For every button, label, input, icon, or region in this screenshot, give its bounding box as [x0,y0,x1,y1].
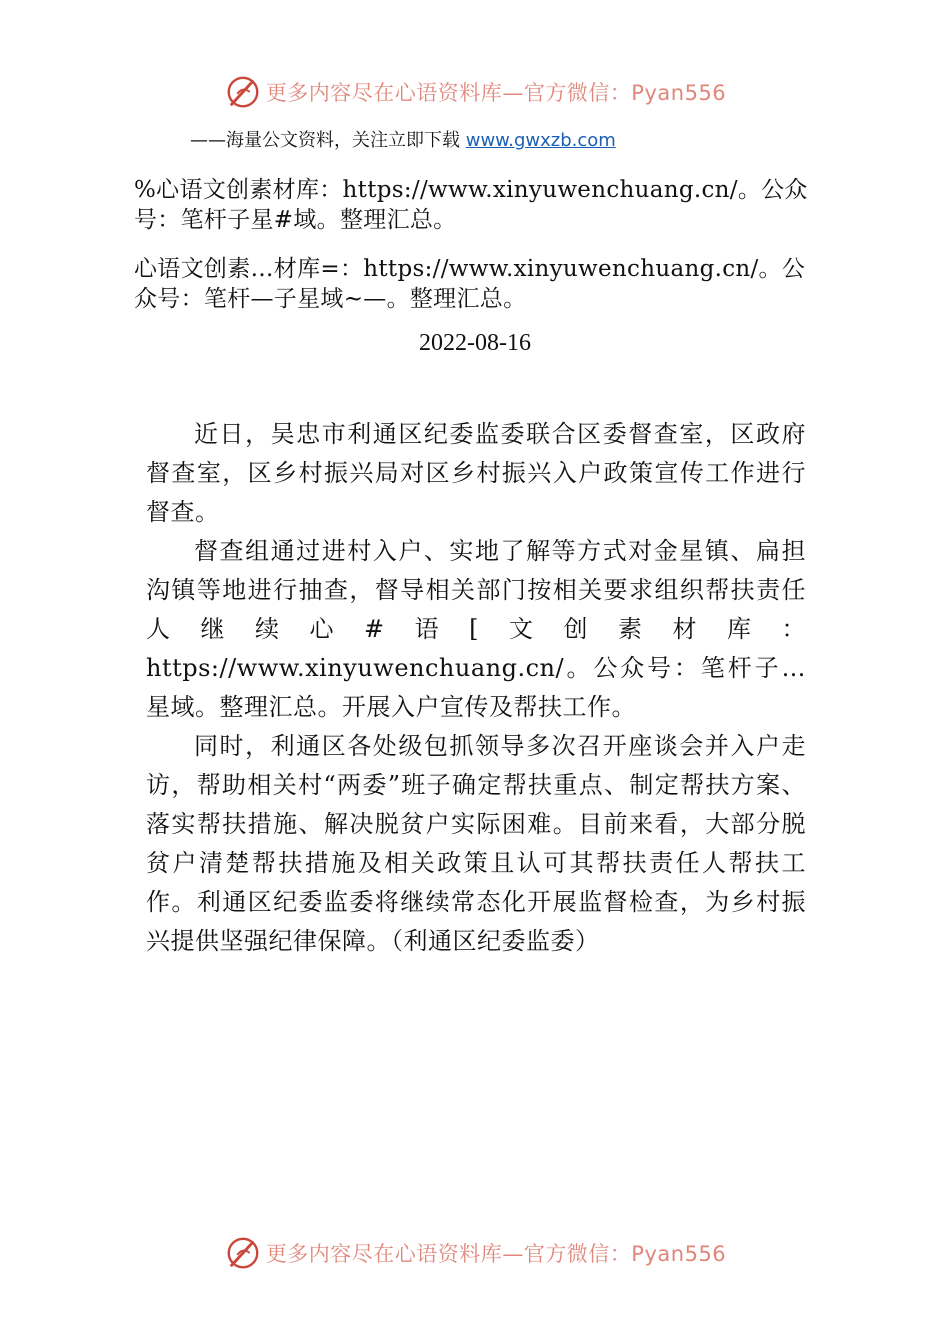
paragraph: 近日，吴忠市利通区纪委监委联合区委督查室，区政府督查室，区乡村振兴局对区乡村振兴入户政策宣传工作进行督查。 [146,420,806,526]
download-link[interactable]: www.gwxzb.com [465,130,616,151]
header-banner [0,70,950,114]
pen-circle-logo-icon [224,73,262,111]
source-line: 心语文创素…材库=：https://www.xinyuwenchuang.cn/。公众号：笔杆—子星域~—。整理汇总。 [134,256,806,312]
footer-banner [0,1231,950,1275]
article-date: 2022-08-16 [419,330,531,356]
article-body [146,415,806,961]
download-subline: ——海量公文资料，关注立即下载 www.gwxzb.com [190,130,616,151]
banner-text: 更多内容尽在心语资料库—官方微信：Pyan556 [265,1242,727,1266]
source-line: %心语文创素材库：https://www.xinyuwenchuang.cn/。公众号：笔杆子星#域。整理汇总。 [134,177,808,233]
paragraph: 督查组通过进村入户、实地了解等方式对金星镇、扁担沟镇等地进行抽查，督导相关部门按相关要求组织帮扶责任人继续心#语[文创素材库：https://www.xinyuwenchuang.cn/。公众号：笔杆子…星域。整理汇总。开展入户宣传及帮扶工作。 [146,537,806,721]
banner-text: 更多内容尽在心语资料库—官方微信：Pyan556 [265,81,727,105]
pen-circle-logo-icon [224,1234,262,1272]
paragraph: 同时，利通区各处级包抓领导多次召开座谈会并入户走访，帮助相关村“两委”班子确定帮扶重点、制定帮扶方案、落实帮扶措施、解决脱贫户实际困难。目前来看，大部分脱贫户清楚帮扶措施及相关政策且认可其帮扶责任人帮扶工作。利通区纪委监委将继续常态化开展监督检查，为乡村振兴提供坚强纪律保障。（利通区纪委监委） [146,732,806,955]
